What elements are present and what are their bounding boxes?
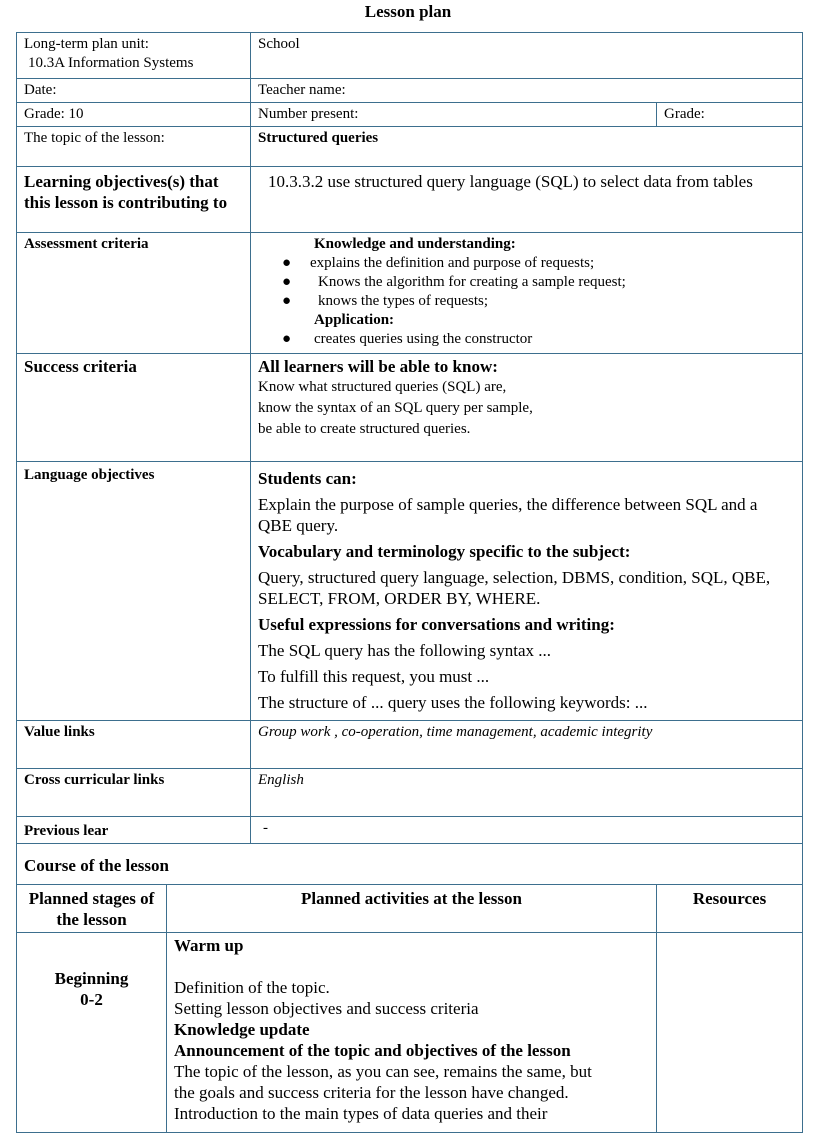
unit-cell (17, 33, 251, 79)
previous-row (17, 817, 803, 844)
students-can-heading: Students can: (258, 469, 357, 488)
course-header-row (17, 885, 803, 933)
stage-time: 0-2 (80, 990, 103, 1009)
col-activities: Planned activities at the lesson (167, 885, 657, 933)
lesson-plan-table (16, 32, 803, 1133)
topic-label: The topic of the lesson: (17, 127, 251, 167)
ku-item: ● Knows the algorithm for creating a sample request; (282, 274, 626, 290)
cross-links-text: English (251, 769, 803, 817)
students-can-text: Explain the purpose of sample queries, the difference between SQL and a QBE query. (258, 495, 758, 535)
col-stages: Planned stages of the lesson (17, 885, 167, 933)
number-present-cell: Number present: (251, 103, 657, 127)
warmup-heading: Warm up (174, 936, 244, 955)
previous-label: Previous lear (17, 817, 251, 844)
cross-links-label: Cross curricular links (17, 769, 251, 817)
date-row (17, 79, 803, 103)
success-content (251, 354, 803, 462)
success-heading: All learners will be able to know: (258, 357, 498, 376)
knowledge-update-heading: Knowledge update (174, 1020, 310, 1039)
ku-heading: Knowledge and understanding: (314, 236, 516, 252)
useful-line: The structure of ... query uses the following keywords: ... (258, 693, 648, 712)
unit-row (17, 33, 803, 79)
useful-heading: Useful expressions for conversations and writing: (258, 615, 615, 634)
success-row (17, 354, 803, 462)
announcement-line: Introduction to the main types of data queries and their (174, 1104, 548, 1123)
ku-item: ● knows the types of requests; (282, 293, 488, 309)
assessment-label: Assessment criteria (17, 233, 251, 354)
learning-objectives-row (17, 167, 803, 233)
value-links-text: Group work , co-operation, time management, academic integrity (251, 721, 803, 769)
definition-text: Definition of the topic. (174, 978, 330, 997)
success-label: Success criteria (17, 354, 251, 462)
resources-cell (657, 933, 803, 1133)
stage-name: Beginning (54, 969, 129, 988)
success-line: know the syntax of an SQL query per sample, (258, 400, 533, 416)
value-links-row (17, 721, 803, 769)
course-row (17, 844, 803, 885)
vocab-text: Query, structured query language, selection, DBMS, condition, SQL, QBE, SELECT, FROM, ORDER BY, WHERE. (258, 568, 771, 608)
application-item: ● creates queries using the constructor (282, 331, 533, 347)
assessment-row (17, 233, 803, 354)
school-cell: School (251, 33, 803, 79)
announcement-line: The topic of the lesson, as you can see, remains the same, but (174, 1062, 592, 1081)
learning-objectives-value: 10.3.3.2 use structured query language (SQL) to select data from tables (251, 167, 803, 233)
value-links-label: Value links (17, 721, 251, 769)
grade2-cell: Grade: (657, 103, 803, 127)
grade-row (17, 103, 803, 127)
grade-cell: Grade: 10 (17, 103, 251, 127)
beginning-row (17, 933, 803, 1133)
date-cell: Date: (17, 79, 251, 103)
language-label: Language objectives (17, 462, 251, 721)
announcement-line: the goals and success criteria for the lesson have changed. (174, 1083, 569, 1102)
unit-value: 10.3A Information Systems (28, 55, 194, 71)
stage-cell (17, 933, 167, 1133)
topic-value: Structured queries (251, 127, 803, 167)
language-row (17, 462, 803, 721)
application-heading: Application: (314, 312, 395, 328)
success-line: be able to create structured queries. (258, 421, 471, 437)
unit-label: Long-term plan unit: (24, 36, 149, 52)
col-resources: Resources (657, 885, 803, 933)
assessment-content (251, 233, 803, 354)
useful-line: The SQL query has the following syntax ... (258, 641, 552, 660)
course-label: Course of the lesson (17, 844, 803, 885)
vocab-heading: Vocabulary and terminology specific to the subject: (258, 542, 631, 561)
setting-text: Setting lesson objectives and success criteria (174, 999, 479, 1018)
activities-cell (167, 933, 657, 1133)
topic-row (17, 127, 803, 167)
previous-text: - (251, 817, 803, 844)
teacher-cell: Teacher name: (251, 79, 803, 103)
page-title: Lesson plan (364, 2, 452, 21)
success-line: Know what structured queries (SQL) are, (258, 379, 507, 395)
learning-objectives-label: Learning objectives(s) that this lesson is contributing to (17, 167, 251, 233)
cross-links-row (17, 769, 803, 817)
language-content (251, 462, 803, 721)
ku-item: ● explains the definition and purpose of requests; (282, 255, 595, 271)
announcement-heading: Announcement of the topic and objectives of the lesson (174, 1041, 571, 1060)
useful-line: To fulfill this request, you must ... (258, 667, 490, 686)
